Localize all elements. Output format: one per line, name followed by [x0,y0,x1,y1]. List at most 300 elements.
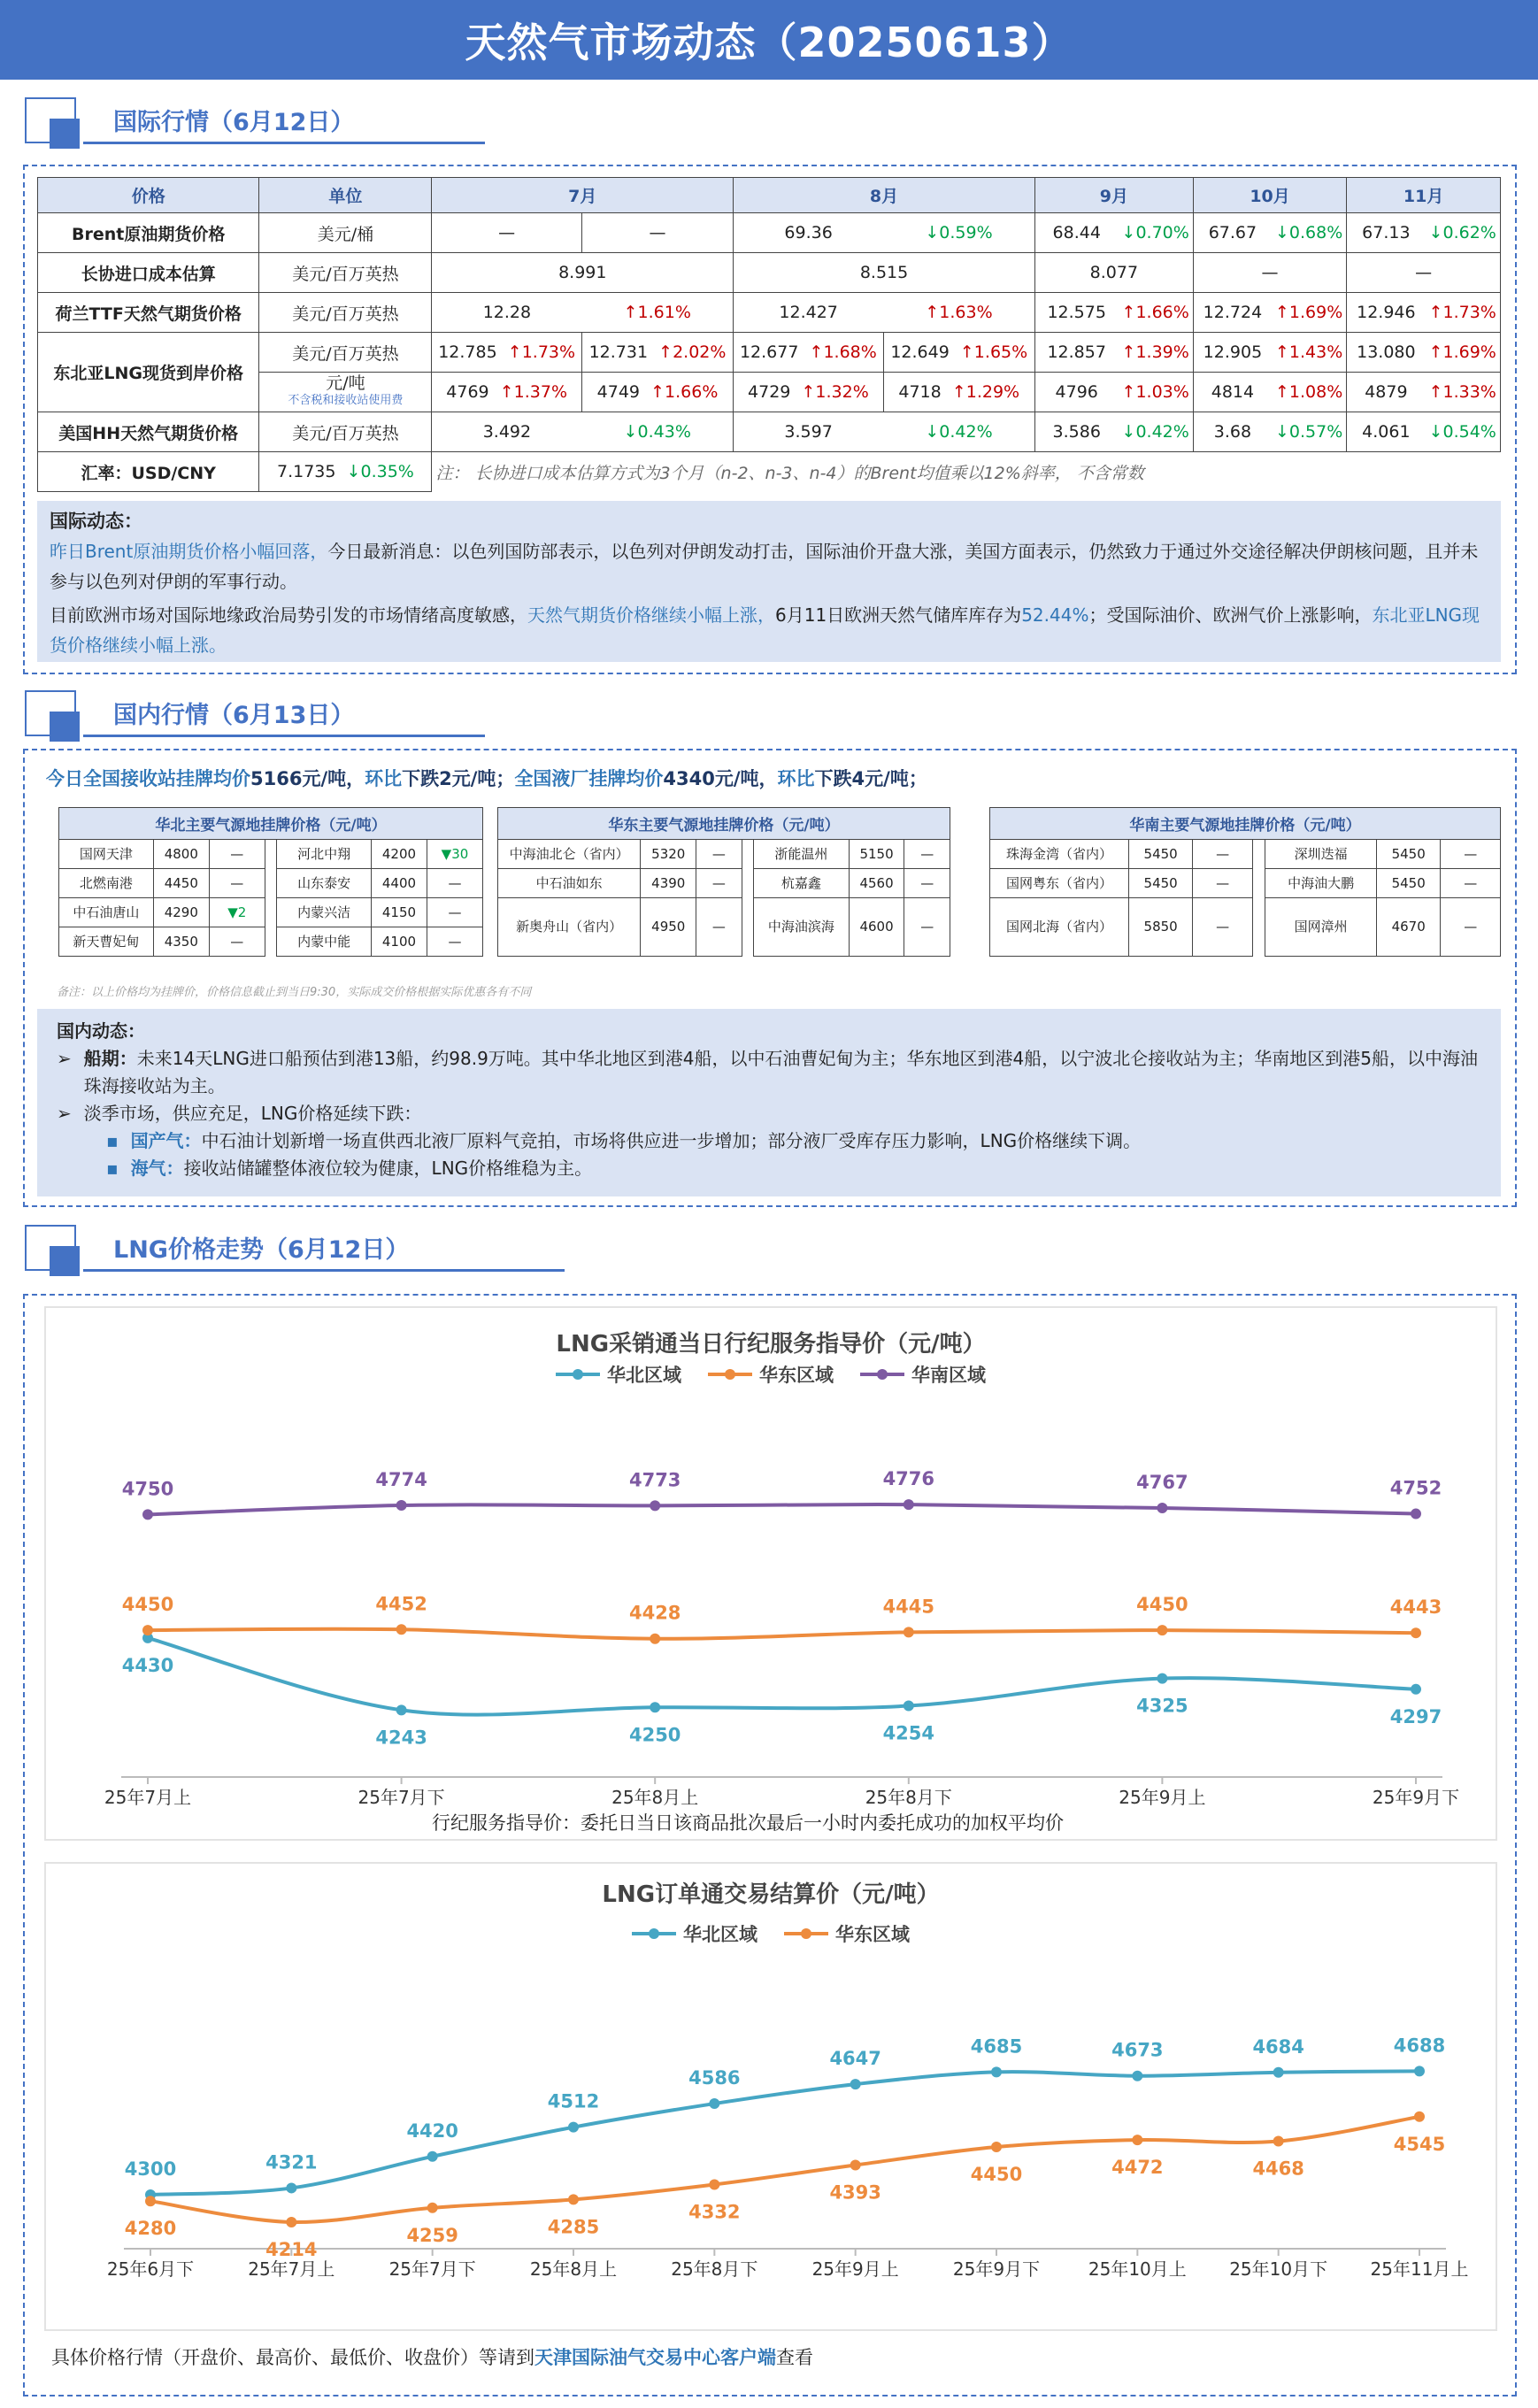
station-price: 4670 [1376,898,1440,957]
x-tick-label: 25年7月上 [248,2258,335,2280]
station-name: 国网粤东（省内） [990,869,1129,898]
value-cell: 68.44 [1034,213,1118,253]
row-label: 长协进口成本估算 [38,253,259,293]
change-cell: ↓0.70% [1119,213,1194,253]
dot-bullet-icon: ▪ [106,1158,119,1179]
station-name: 内蒙兴洁 [277,898,372,927]
data-point [650,1702,660,1712]
unit: 元/吨 [326,373,365,393]
data-label: 4250 [628,1724,681,1746]
gap-cell [1252,898,1265,957]
station-change: — [427,898,482,927]
station-name: 浙能温州 [754,840,850,869]
summary-value: 4340元/吨， [663,768,778,789]
value-cell: 4.061 [1347,412,1426,452]
change: ↑1.73% [507,342,576,362]
data-point [1411,1684,1421,1695]
intl-price-table [37,177,1501,492]
change: ↓0.35% [346,462,414,481]
bullet-text: 接收站储罐整体液位较为健康，LNG价格维稳为主。 [183,1158,593,1179]
unit-cell: 美元/百万英热 [259,253,432,293]
station-name: 深圳迭福 [1265,840,1377,869]
x-tick-label: 25年6月下 [106,2258,195,2280]
data-label: 4430 [121,1654,174,1676]
news-text: ；受国际油价、欧洲气价上涨影响， [1088,604,1373,626]
col-header: 8月 [734,178,1035,213]
station-name: 珠海金湾（省内） [990,840,1129,869]
table-row [38,253,1501,293]
section-square-fill [50,712,80,742]
data-point [142,1509,153,1519]
x-tick-label: 25年9月下 [1372,1787,1460,1808]
value-cell: 13.080 [1347,333,1426,373]
change-cell: ↓0.57% [1272,412,1347,452]
table-row [38,293,1501,333]
gap-cell [742,840,753,869]
station-change: — [1441,869,1501,898]
station-name: 中海油大鹏 [1265,869,1377,898]
station-change: — [427,869,482,898]
station-price: 4100 [372,927,427,957]
value-cell: 3.586 [1034,412,1118,452]
split-cell [883,333,1034,373]
change-cell: ↓0.62% [1425,213,1500,253]
change: ↑1.29% [951,382,1020,402]
unit-cell [259,373,432,412]
x-tick-label: 25年11月上 [1370,2258,1469,2280]
summary-text: 今日全国接收站挂牌均价 [46,768,250,789]
legend-swatch [708,1373,752,1376]
change-cell: ↓0.59% [883,213,1034,253]
value-cell: 8.991 [432,253,734,293]
table-row [59,927,483,957]
value: 4749 [596,382,640,402]
news-highlight: 昨日Brent原油期货价格小幅回落， [50,541,328,562]
data-point [850,2160,861,2171]
gap-cell [742,898,753,957]
station-name: 中海油滨海 [754,898,850,957]
station-price: 4390 [641,869,696,898]
value-cell: 8.077 [1034,253,1193,293]
data-label: 4214 [265,2238,318,2260]
data-point [709,2098,719,2109]
value-cell: 12.946 [1347,293,1426,333]
dot-bullet-icon: ▪ [106,1130,119,1151]
station-price: 4950 [641,898,696,957]
split-cell [734,333,883,373]
station-price: 4350 [153,927,209,957]
value-cell: 12.724 [1193,293,1272,333]
data-label: 4776 [882,1468,935,1490]
data-point [1157,1625,1167,1635]
data-point [991,2142,1002,2152]
data-point [1273,2136,1284,2147]
summary-text: 全国液厂挂牌均价 [514,768,664,789]
bullet-key: 国产气： [130,1130,202,1151]
col-header: 9月 [1034,178,1193,213]
station-price: 5150 [849,840,904,869]
table-row [990,869,1501,898]
legend-label: 华东区域 [759,1365,834,1386]
region-title: 华东主要气源地挂牌价格（元/吨） [498,808,950,840]
row-label: 美国HH天然气期货价格 [38,412,259,452]
table-row [59,898,483,927]
value-cell: 12.28 [432,293,581,333]
data-label: 4428 [628,1602,681,1624]
summary-text: 环比 [777,768,815,789]
data-point [396,1500,407,1511]
bullet-text: 淡季市场，供应充足，LNG价格延续下跌： [83,1103,422,1124]
data-label: 4332 [688,2201,741,2223]
unit-cell: 美元/百万英热 [259,412,432,452]
data-point [1157,1673,1167,1684]
station-price: 4800 [153,840,209,869]
news-text: 6月11日欧洲天然气储库库存为 [775,604,1022,626]
data-label: 4452 [375,1593,427,1615]
footnote-text: 具体价格行情（开盘价、最高价、最低价、收盘价）等请到 [51,2347,534,2368]
data-point [709,2179,719,2189]
data-point [1132,2071,1142,2081]
gap-cell [1252,869,1265,898]
value: 12.677 [739,342,799,362]
x-tick-label: 25年8月上 [529,2258,618,2280]
data-point [850,2079,861,2089]
station-change: ▼30 [427,840,482,869]
data-point [396,1704,407,1715]
station-name: 内蒙中能 [277,927,372,957]
change: ↑1.68% [809,342,877,362]
value-cell: 3.597 [734,412,883,452]
data-point [1414,2112,1425,2122]
col-header: 价格 [38,178,259,213]
client-link[interactable]: 天津国际油气交易中心客户端 [534,2347,776,2368]
data-point [1411,1509,1421,1519]
change-cell: ↑1.33% [1425,373,1500,412]
table-row [38,452,1501,492]
section-underline [83,735,485,737]
split-cell [432,373,581,412]
split-cell [883,373,1034,412]
data-point [286,2182,296,2193]
change: ↑1.32% [801,382,869,402]
change-cell: ↑1.66% [1119,293,1194,333]
data-label: 4254 [882,1722,935,1744]
data-point [286,2217,296,2227]
change-cell: ↓0.54% [1425,412,1500,452]
east-price-table [497,807,950,957]
chart-guide-price [44,1306,1497,1841]
station-price: 4200 [372,840,427,869]
table-row [59,840,483,869]
station-price: 5320 [641,840,696,869]
station-change: ▼2 [209,898,265,927]
station-change: — [1193,840,1253,869]
data-label: 4685 [970,2035,1023,2058]
station-name: 新奥舟山（省内） [498,898,641,957]
station-change: — [427,927,482,957]
series-line-1 [150,2117,1419,2222]
section-square-fill [50,1246,80,1276]
value: 4729 [748,382,791,402]
summary-value: 下跌4元/吨； [814,768,927,789]
series-line-2 [148,1504,1416,1514]
row-label: 荷兰TTF天然气期货价格 [38,293,259,333]
station-price: 5450 [1376,840,1440,869]
station-price: 4560 [849,869,904,898]
data-label: 4420 [406,2120,458,2142]
table-row [498,898,950,957]
data-label: 4468 [1252,2158,1304,2180]
value-cell: 12.427 [734,293,883,333]
row-label: 东北亚LNG现货到岸价格 [38,333,259,412]
station-change: — [904,840,950,869]
change-cell: ↑1.61% [581,293,733,333]
news-heading: 国内动态： [57,1020,145,1042]
split-cell [432,333,581,373]
summary-value: 下跌2元/吨； [402,768,515,789]
unit-cell: 美元/百万英热 [259,293,432,333]
x-tick-label: 25年9月上 [1119,1787,1206,1808]
chart-legend [46,1920,1496,1947]
data-label: 4450 [1136,1594,1188,1616]
chart-svg [46,1308,1499,1843]
chart-legend [46,1361,1496,1388]
gap-cell [742,869,753,898]
data-label: 4450 [121,1594,174,1616]
change-cell: ↓0.42% [883,412,1034,452]
data-label: 4297 [1389,1705,1442,1727]
data-label: 4545 [1393,2133,1446,2155]
data-point [991,2066,1002,2077]
value-cell: 12.905 [1193,333,1272,373]
station-change: — [904,869,950,898]
bullet-text: 未来14天LNG进口船预估到港13船，约98.9万吨。其中华北地区到港4船，以中石油曹妃甸为主；华东地区到港4船，以宁波北仑接收站为主；华南地区到港5船，以中海油珠海接收站为主。 [83,1048,1478,1096]
data-label: 4767 [1136,1472,1188,1494]
station-name: 山东泰安 [277,869,372,898]
x-tick-label: 25年9月下 [952,2258,1041,2280]
value-cell: 4796 [1034,373,1118,412]
change-cell: ↓0.43% [581,412,733,452]
section-underline [83,142,485,144]
value: 12.649 [890,342,950,362]
x-tick-label: 25年10月下 [1229,2258,1328,2280]
chart-title: LNG采销通当日行纪服务指导价（元/吨） [556,1331,986,1358]
dom-news [37,1009,1501,1196]
legend-item [860,1361,986,1388]
series-line-0 [148,1638,1416,1715]
table-row [990,898,1501,957]
south-price-table [989,807,1501,957]
data-point [142,1625,153,1635]
station-change: — [696,869,742,898]
data-label: 4321 [265,2151,318,2173]
change: ↑2.02% [658,342,727,362]
data-label: 4773 [628,1469,681,1491]
col-header: 7月 [432,178,734,213]
unit-cell: 美元/桶 [259,213,432,253]
value-cell: 69.36 [734,213,883,253]
change-cell: ↑1.43% [1272,333,1347,373]
col-header: 10月 [1193,178,1346,213]
value-cell: 3.492 [432,412,581,452]
table-row [38,213,1501,253]
value: 7.1735 [276,462,336,481]
station-change: — [1441,840,1501,869]
bullet-key: 船期： [83,1048,137,1069]
table-row [498,869,950,898]
x-tick-label: 25年9月上 [811,2258,899,2280]
station-price: 5450 [1128,869,1192,898]
data-point [396,1624,407,1635]
change-cell: ↑1.39% [1119,333,1194,373]
legend-swatch [556,1373,600,1376]
data-label: 4684 [1252,2035,1304,2058]
value: 4718 [898,382,942,402]
table-note: 注： 长协进口成本估算方式为3个月（n-2、n-3、n-4）的Brent均值乘以12%斜率， 不含常数 [435,463,1144,483]
gap-cell [265,927,276,957]
change-cell: ↓0.68% [1272,213,1347,253]
unit-cell: 美元/百万英热 [259,333,432,373]
dom-summary [46,765,927,791]
station-price: 5450 [1376,869,1440,898]
data-label: 4325 [1136,1695,1188,1717]
lng-section-title: LNG价格走势（6月12日） [113,1236,410,1264]
value-cell: — [581,213,733,253]
station-change: — [209,927,265,957]
value-cell: 67.67 [1193,213,1272,253]
data-label: 4752 [1389,1477,1442,1499]
table-row [38,333,1501,373]
change-cell: ↑1.08% [1272,373,1347,412]
data-point [904,1701,914,1712]
data-point [568,2194,579,2204]
change-cell: ↑1.73% [1425,293,1500,333]
station-change: — [1193,869,1253,898]
unit-note: 不含税和接收站使用费 [288,394,404,407]
legend-label: 华东区域 [835,1924,910,1945]
station-name: 中石油唐山 [59,898,154,927]
table-row [59,869,483,898]
split-cell [581,373,733,412]
region-title: 华南主要气源地挂牌价格（元/吨） [990,808,1501,840]
row-label: Brent原油期货价格 [38,213,259,253]
bullet-text: 中石油计划新增一场直供西北液厂原料气竞拍，市场将供应进一步增加；部分液厂受库存压力影响，LNG价格继续下调。 [201,1130,1142,1151]
station-change: — [696,898,742,957]
fx-cell [259,452,432,492]
data-point [145,2196,156,2206]
station-price: 4150 [372,898,427,927]
station-change: — [1441,898,1501,957]
x-tick-label: 25年8月上 [611,1787,699,1808]
data-label: 4774 [375,1468,427,1490]
legend-label: 华北区域 [607,1365,681,1386]
chart-settlement-price [44,1862,1497,2331]
news-highlight: 天然气期货价格继续小幅上涨， [527,604,775,626]
change-cell: ↑1.69% [1425,333,1500,373]
data-label: 4512 [547,2090,600,2112]
data-label: 4673 [1111,2039,1164,2061]
intl-news [37,501,1501,662]
station-price: 5850 [1128,898,1192,957]
x-tick-label: 25年8月下 [671,2258,758,2280]
legend-label: 华北区域 [683,1924,757,1945]
gap-cell [265,869,276,898]
value-cell: — [432,213,581,253]
data-point [904,1499,914,1510]
change: ↑1.66% [650,382,719,402]
station-name: 国网北海（省内） [990,898,1129,957]
value-cell: 67.13 [1347,213,1426,253]
north-price-table [58,807,483,957]
gap-cell [1252,840,1265,869]
dom-section-header [25,690,485,743]
data-label: 4472 [1111,2157,1164,2179]
bullet-key: 海气： [130,1158,184,1179]
data-point [1273,2067,1284,2078]
news-subbullet [57,1127,1481,1155]
value-cell: 4814 [1193,373,1272,412]
legend-swatch [860,1373,904,1376]
news-subbullet [57,1155,1481,1182]
value-cell: 8.515 [734,253,1035,293]
news-text: 今日最新消息：以色列国防部表示，以色列对伊朗发动打击，国际油价开盘大涨，美国方面表示，仍然致力于通过外交途径解决伊朗核问题，且并未参与以色列对伊朗的军事行动。 [50,541,1479,592]
value-cell: 4879 [1347,373,1426,412]
change-cell: ↓0.42% [1119,412,1194,452]
station-change: — [209,869,265,898]
news-heading: 国际动态： [50,511,142,532]
data-label: 4393 [829,2181,881,2204]
value-cell: — [1347,253,1501,293]
data-point [1132,2135,1142,2145]
value: 4769 [446,382,489,402]
data-point [650,1634,660,1644]
intl-section-title: 国际行情（6月12日） [113,109,355,136]
change: ↑1.37% [499,382,568,402]
data-point [650,1500,660,1511]
data-point [1414,2066,1425,2076]
value-cell: 3.68 [1193,412,1272,452]
chart-title: LNG订单通交易结算价（元/吨） [602,1881,940,1908]
station-name: 新天曹妃甸 [59,927,154,957]
news-highlight: 52.44% [1021,604,1089,626]
dom-section-title: 国内行情（6月13日） [113,702,355,729]
data-label: 4243 [375,1727,427,1749]
arrow-bullet-icon: ➢ [57,1048,72,1069]
value: 12.785 [438,342,497,362]
data-label: 4445 [882,1596,935,1618]
footnote-text: 查看 [776,2347,813,2368]
news-text: 目前欧洲市场对国际地缘政治局势引发的市场情绪高度敏感， [50,604,527,626]
news-paragraph [50,600,1488,660]
row-label: 汇率：USD/CNY [38,452,259,492]
station-price: 5450 [1128,840,1192,869]
intl-section-header [25,97,485,150]
summary-value: 5166元/吨， [250,768,365,789]
data-label: 4443 [1389,1596,1442,1619]
legend-swatch [632,1932,676,1935]
col-header: 单位 [259,178,432,213]
change-cell: ↑1.69% [1272,293,1347,333]
table-header-row [38,178,1501,213]
data-label: 4285 [547,2216,600,2238]
station-change: — [209,840,265,869]
legend-label: 华南区域 [911,1365,986,1386]
value-cell: 12.857 [1034,333,1118,373]
x-tick-label: 25年10月上 [1088,2258,1187,2280]
legend-item [784,1920,910,1947]
summary-text: 环比 [365,768,403,789]
data-point [427,2151,438,2162]
